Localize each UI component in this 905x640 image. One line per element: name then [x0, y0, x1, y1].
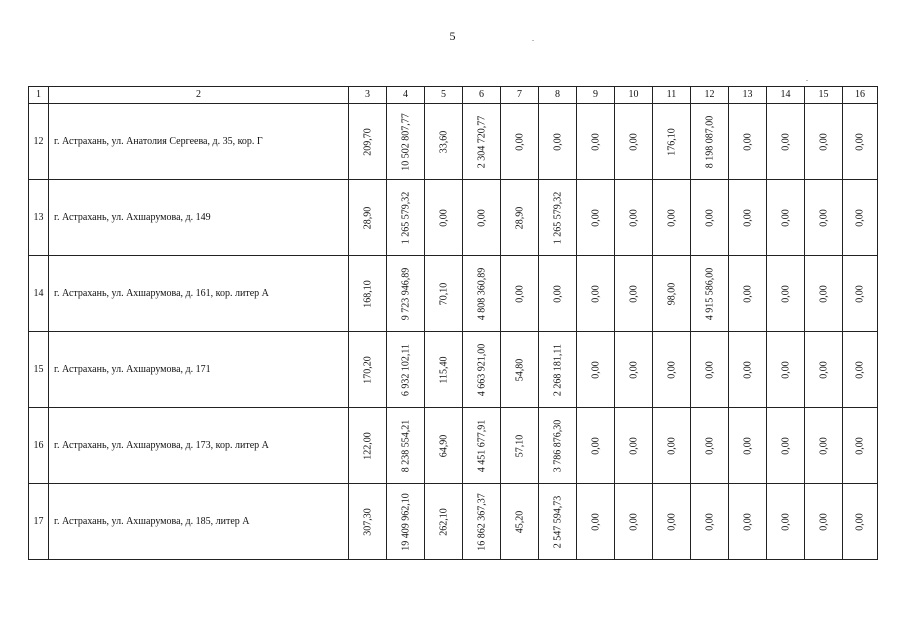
- value-cell: [501, 104, 539, 180]
- value-cell: [349, 484, 387, 560]
- value-cell: [577, 256, 615, 332]
- value-text: 8 198 087,00: [704, 115, 715, 168]
- row-number: 12: [29, 104, 49, 180]
- value-cell: [729, 104, 767, 180]
- value-text: 0,00: [590, 132, 601, 151]
- value-cell: [805, 104, 843, 180]
- value-text: 70,10: [438, 282, 449, 305]
- column-header: 6: [463, 87, 501, 104]
- value-text: 115,40: [438, 355, 449, 384]
- value-text: 4 915 586,00: [704, 267, 715, 320]
- value-text: 0,00: [818, 512, 829, 531]
- value-cell: [349, 408, 387, 484]
- value-text: 4 451 677,91: [476, 419, 487, 472]
- value-cell: [805, 332, 843, 408]
- value-text: 8 238 554,21: [400, 419, 411, 472]
- column-header: 4: [387, 87, 425, 104]
- value-text: 0,00: [742, 208, 753, 227]
- value-text: 0,00: [590, 284, 601, 303]
- value-text: 16 862 367,37: [476, 492, 487, 551]
- value-text: 4 808 360,89: [476, 267, 487, 320]
- value-cell: [349, 180, 387, 256]
- value-cell: [425, 484, 463, 560]
- value-text: 0,00: [628, 208, 639, 227]
- value-text: 0,00: [628, 132, 639, 151]
- value-text: 0,00: [666, 512, 677, 531]
- value-text: 0,00: [666, 360, 677, 379]
- value-cell: [615, 484, 653, 560]
- value-text: 176,10: [666, 127, 677, 156]
- column-header: 14: [767, 87, 805, 104]
- value-text: 209,70: [362, 127, 373, 156]
- value-text: 2 304 720,77: [476, 115, 487, 168]
- address-cell: г. Астрахань, ул. Ахшарумова, д. 161, кор. литер А: [49, 256, 349, 332]
- row-number: 15: [29, 332, 49, 408]
- value-cell: [349, 104, 387, 180]
- value-cell: [463, 180, 501, 256]
- value-text: 28,90: [362, 206, 373, 229]
- value-text: 0,00: [704, 360, 715, 379]
- column-header: 9: [577, 87, 615, 104]
- table-row: [29, 484, 878, 560]
- value-text: 0,00: [628, 284, 639, 303]
- value-text: 0,00: [590, 360, 601, 379]
- value-cell: [729, 332, 767, 408]
- value-text: 122,00: [362, 431, 373, 460]
- data-table: [28, 86, 878, 560]
- value-text: 0,00: [818, 284, 829, 303]
- value-cell: [501, 180, 539, 256]
- value-cell: [387, 104, 425, 180]
- value-cell: [843, 256, 878, 332]
- value-text: 0,00: [590, 512, 601, 531]
- value-text: 0,00: [552, 132, 563, 151]
- value-cell: [691, 104, 729, 180]
- value-cell: [615, 104, 653, 180]
- column-header: 5: [425, 87, 463, 104]
- value-text: 3 786 876,30: [552, 419, 563, 472]
- value-text: 45,20: [514, 510, 525, 533]
- value-cell: [615, 256, 653, 332]
- value-text: 0,00: [438, 208, 449, 227]
- value-text: 2 268 181,11: [552, 343, 563, 396]
- value-cell: [805, 484, 843, 560]
- value-text: 0,00: [780, 436, 791, 455]
- value-cell: [767, 180, 805, 256]
- value-cell: [425, 180, 463, 256]
- value-text: 0,00: [628, 512, 639, 531]
- value-cell: [615, 332, 653, 408]
- column-header: 12: [691, 87, 729, 104]
- value-text: 6 932 102,11: [400, 343, 411, 396]
- value-text: 307,30: [362, 507, 373, 536]
- value-cell: [425, 332, 463, 408]
- value-text: 0,00: [552, 284, 563, 303]
- header-row: [29, 87, 878, 104]
- value-text: 9 723 946,89: [400, 267, 411, 320]
- value-text: 1 265 579,32: [552, 191, 563, 244]
- column-header: 2: [49, 87, 349, 104]
- value-cell: [387, 484, 425, 560]
- row-number: 14: [29, 256, 49, 332]
- value-text: 262,10: [438, 507, 449, 536]
- value-text: 1 265 579,32: [400, 191, 411, 244]
- value-cell: [805, 180, 843, 256]
- value-cell: [843, 104, 878, 180]
- address-cell: г. Астрахань, ул. Ахшарумова, д. 171: [49, 332, 349, 408]
- value-text: 0,00: [514, 132, 525, 151]
- value-cell: [577, 180, 615, 256]
- value-text: 0,00: [854, 360, 866, 379]
- value-cell: [501, 484, 539, 560]
- value-text: 0,00: [628, 436, 639, 455]
- value-text: 0,00: [476, 208, 487, 227]
- value-cell: [767, 104, 805, 180]
- value-text: 0,00: [742, 284, 753, 303]
- value-cell: [577, 104, 615, 180]
- value-cell: [539, 484, 577, 560]
- table-row: [29, 332, 878, 408]
- column-header: 7: [501, 87, 539, 104]
- value-text: 0,00: [590, 436, 601, 455]
- value-text: 4 663 921,00: [476, 343, 487, 396]
- value-text: 0,00: [780, 132, 791, 151]
- value-cell: [653, 332, 691, 408]
- value-text: 0,00: [742, 436, 753, 455]
- value-text: 0,00: [818, 436, 829, 455]
- value-cell: [387, 332, 425, 408]
- value-text: 170,20: [362, 355, 373, 384]
- value-text: 0,00: [742, 132, 753, 151]
- value-text: 0,00: [780, 512, 791, 531]
- column-header: 15: [805, 87, 843, 104]
- value-cell: [653, 484, 691, 560]
- value-cell: [425, 408, 463, 484]
- scan-speck: [532, 40, 534, 41]
- value-text: 0,00: [628, 360, 639, 379]
- value-text: 10 502 807,77: [400, 112, 411, 171]
- value-cell: [805, 256, 843, 332]
- value-text: 0,00: [854, 512, 866, 531]
- value-cell: [843, 332, 878, 408]
- value-cell: [349, 332, 387, 408]
- value-cell: [653, 256, 691, 332]
- value-cell: [463, 484, 501, 560]
- value-text: 0,00: [704, 436, 715, 455]
- value-cell: [539, 408, 577, 484]
- column-header: 3: [349, 87, 387, 104]
- table-row: [29, 180, 878, 256]
- value-cell: [653, 408, 691, 484]
- value-cell: [387, 180, 425, 256]
- value-text: 54,80: [514, 358, 525, 381]
- value-cell: [387, 256, 425, 332]
- value-text: 0,00: [666, 208, 677, 227]
- address-cell: г. Астрахань, ул. Анатолия Сергеева, д. 35, кор. Г: [49, 104, 349, 180]
- value-cell: [539, 104, 577, 180]
- row-number: 17: [29, 484, 49, 560]
- value-cell: [463, 408, 501, 484]
- value-text: 0,00: [666, 436, 677, 455]
- value-text: 0,00: [704, 512, 715, 531]
- value-cell: [767, 256, 805, 332]
- table-row: [29, 256, 878, 332]
- value-cell: [729, 256, 767, 332]
- column-header: 8: [539, 87, 577, 104]
- value-cell: [539, 256, 577, 332]
- value-cell: [653, 104, 691, 180]
- value-text: 0,00: [742, 512, 753, 531]
- value-text: 0,00: [780, 208, 791, 227]
- value-cell: [843, 180, 878, 256]
- value-cell: [463, 332, 501, 408]
- column-header: 1: [29, 87, 49, 104]
- value-cell: [577, 408, 615, 484]
- value-text: 0,00: [854, 132, 866, 151]
- value-cell: [463, 104, 501, 180]
- address-cell: г. Астрахань, ул. Ахшарумова, д. 149: [49, 180, 349, 256]
- value-cell: [539, 180, 577, 256]
- value-cell: [729, 484, 767, 560]
- value-cell: [501, 256, 539, 332]
- value-cell: [729, 180, 767, 256]
- row-number: 16: [29, 408, 49, 484]
- value-text: 0,00: [854, 436, 866, 455]
- value-cell: [805, 408, 843, 484]
- value-text: 57,10: [514, 434, 525, 457]
- value-text: 98,00: [666, 282, 677, 305]
- address-cell: г. Астрахань, ул. Ахшарумова, д. 185, литер А: [49, 484, 349, 560]
- value-cell: [425, 104, 463, 180]
- value-text: 19 409 962,10: [400, 492, 411, 551]
- value-cell: [577, 484, 615, 560]
- value-text: 0,00: [590, 208, 601, 227]
- value-text: 0,00: [780, 360, 791, 379]
- value-text: 0,00: [704, 208, 715, 227]
- value-text: 2 547 594,73: [552, 495, 563, 548]
- value-cell: [387, 408, 425, 484]
- value-cell: [691, 180, 729, 256]
- value-text: 33,60: [438, 130, 449, 153]
- column-header: 13: [729, 87, 767, 104]
- value-cell: [843, 408, 878, 484]
- column-header: 10: [615, 87, 653, 104]
- value-text: 0,00: [818, 360, 829, 379]
- value-text: 64,90: [438, 434, 449, 457]
- value-text: 0,00: [854, 208, 866, 227]
- value-cell: [691, 484, 729, 560]
- row-number: 13: [29, 180, 49, 256]
- table-row: [29, 408, 878, 484]
- value-text: 0,00: [818, 208, 829, 227]
- value-cell: [539, 332, 577, 408]
- value-cell: [615, 408, 653, 484]
- value-cell: [615, 180, 653, 256]
- value-cell: [501, 332, 539, 408]
- address-cell: г. Астрахань, ул. Ахшарумова, д. 173, кор. литер А: [49, 408, 349, 484]
- value-text: 0,00: [818, 132, 829, 151]
- value-text: 168,10: [362, 279, 373, 308]
- page-number: 5: [449, 29, 456, 43]
- value-cell: [425, 256, 463, 332]
- value-cell: [349, 256, 387, 332]
- value-cell: [501, 408, 539, 484]
- value-cell: [843, 484, 878, 560]
- value-text: 0,00: [854, 284, 866, 303]
- value-cell: [767, 332, 805, 408]
- value-cell: [653, 180, 691, 256]
- value-text: 0,00: [742, 360, 753, 379]
- value-cell: [463, 256, 501, 332]
- value-text: 28,90: [514, 206, 525, 229]
- value-cell: [767, 408, 805, 484]
- value-text: 0,00: [780, 284, 791, 303]
- column-header: 11: [653, 87, 691, 104]
- table-row: [29, 104, 878, 180]
- value-cell: [691, 332, 729, 408]
- value-cell: [767, 484, 805, 560]
- scan-speck: [806, 80, 808, 81]
- value-cell: [691, 408, 729, 484]
- value-cell: [691, 256, 729, 332]
- value-cell: [577, 332, 615, 408]
- column-header: 16: [843, 87, 878, 104]
- value-text: 0,00: [514, 284, 525, 303]
- value-cell: [729, 408, 767, 484]
